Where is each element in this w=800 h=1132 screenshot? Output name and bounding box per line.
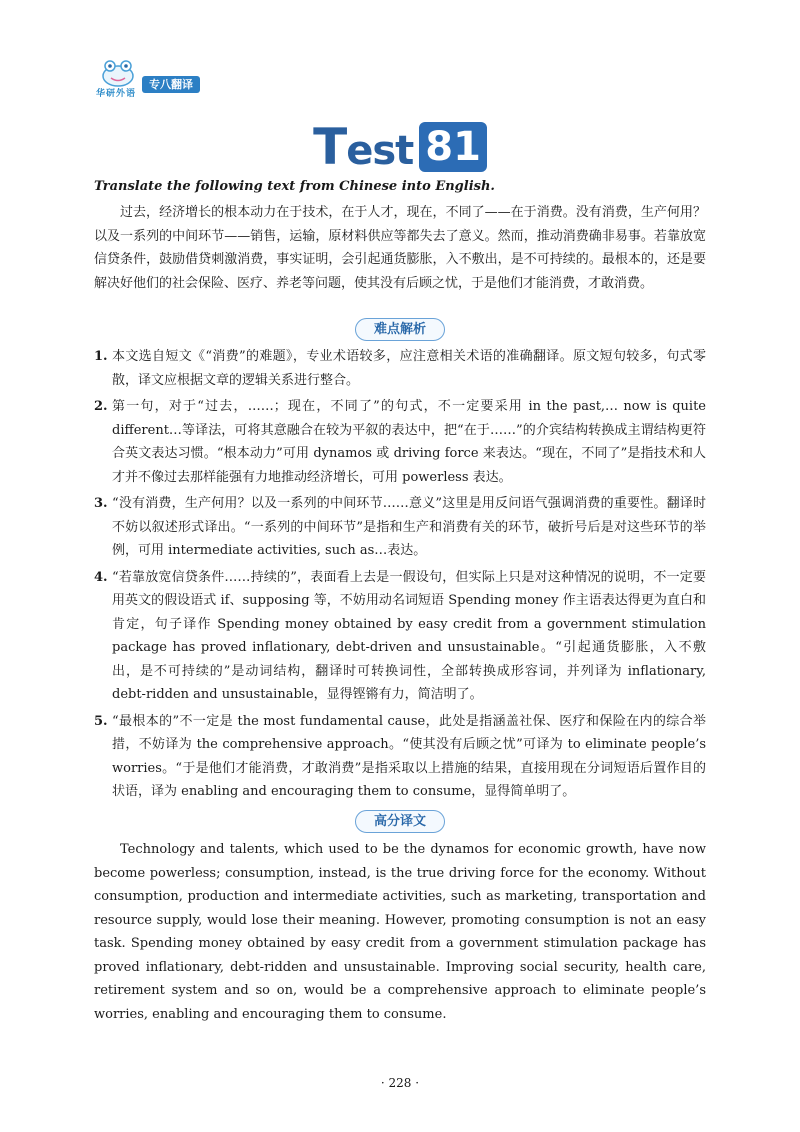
translation-heading [0, 810, 800, 833]
logo-text: 华研外语 [96, 89, 137, 99]
translation-text: Technology and talents, which used to be the dynamos for economic growth, have now become powerless; consumption, instead, is the true driving force for the economy. Without consumption, production and intermediate activities, such as marketing, transportation and resource supply, would lose their meaning. However, promoting consumption is not an easy task. Spending money obtained by easy credit from a government stimulation package has proved inflationary, debt-ridden and unsustainable. Improving social security, health care, retirement system and so on, would be a comprehensive approach to eliminate people’s worries, enabling and encouraging them to consume. [94, 842, 706, 1022]
note-text: “没有消费，生产何用？以及一系列的中间环节……意义”这里是用反问语气强调消费的重要性。翻译时不妨以叙述形式译出。“一系列的中间环节”是指和生产和消费有关的环节，破折号后是对这些环节的举例，可用 intermediate activities, such as…表达。 [112, 496, 706, 558]
header [96, 58, 296, 100]
analysis-notes [94, 345, 706, 807]
title-word: Test [313, 118, 414, 176]
note-item [94, 710, 706, 804]
note-number: 1. [94, 349, 108, 364]
note-item [94, 395, 706, 489]
note-number: 2. [94, 399, 108, 414]
note-text: “若靠放宽信贷条件……持续的”，表面看上去是一假设句，但实际上只是对这种情况的说明，不一定要用英文的假设语式 if、supposing 等，不妨用动名词短语 Spending money 作主语表达得更为直白和肯定，句子译作 Spending money obtained by easy credit from a government stimulation package has proved inflationary, debt-driven and unsustainable。“引起通货膨胀，入不敷出，是不可持续的”是动词结构，翻译时可转换词性，全部转换成形容词，并列译为 inflationary, debt-ridden and unsustainable，显得铿锵有力，简洁明了。 [112, 569, 706, 702]
note-item [94, 492, 706, 563]
analysis-heading-label: 难点解析 [355, 318, 445, 341]
title-word-rest: est [346, 128, 414, 174]
analysis-heading [0, 318, 800, 341]
translation-heading-label: 高分译文 [355, 810, 445, 833]
note-item [94, 345, 706, 392]
section-badge: 专八翻译 [142, 76, 200, 93]
source-text: 过去，经济增长的根本动力在于技术，在于人才，现在，不同了——在于消费。没有消费，生产何用？以及一系列的中间环节——销售，运输，原材料供应等都失去了意义。然而，推动消费确非易事。若靠放宽信贷条件，鼓励借贷刺激消费，事实证明，会引起通货膨胀，入不敷出，是不可持续的。最根本的，还是要解决好他们的社会保险、医疗、养老等问题，使其没有后顾之忧，于是他们才能消费，才敢消费。 [94, 205, 706, 291]
note-text: 第一句，对于“过去，……；现在，不同了”的句式，不一定要采用 in the past,… now is quite different…等译法，可将其意融合在较为平叙的表达中，把“在于……”的介宾结构转换成主谓结构更符合英文表达习惯。“根本动力”可用 dynamos 或 driving force 来表达。“现在，不同了”是指技术和人才并不像过去那样能强有力地推动经济增长，可用 powerless 表达。 [112, 399, 706, 485]
title-number: 81 [419, 122, 487, 172]
note-number: 5. [94, 713, 108, 729]
instruction: Translate the following text from Chinese into English. [94, 179, 495, 194]
note-text: “最根本的”不一定是 the most fundamental cause，此处是指涵盖社保、医疗和保险在内的综合举措，不妨译为 the comprehensive approach。“使其没有后顾之忧”可译为 to eliminate people’s worries。“于是他们才能消费，才敢消费”是指采取以上措施的结果，直接用现在分词短语后置作目的状语，译为 enabling and encouraging them to consume，显得简单明了。 [112, 713, 706, 799]
page-number: · 228 · [380, 1076, 420, 1090]
note-number: 4. [94, 569, 108, 585]
note-number: 3. [94, 496, 108, 511]
note-item [94, 566, 706, 707]
page-title [0, 118, 800, 176]
note-text: 本文选自短文《“消费”的难题》，专业术语较多，应注意相关术语的准确翻译。原文短句较多，句式零散，译文应根据文章的逻辑关系进行整合。 [112, 349, 706, 388]
